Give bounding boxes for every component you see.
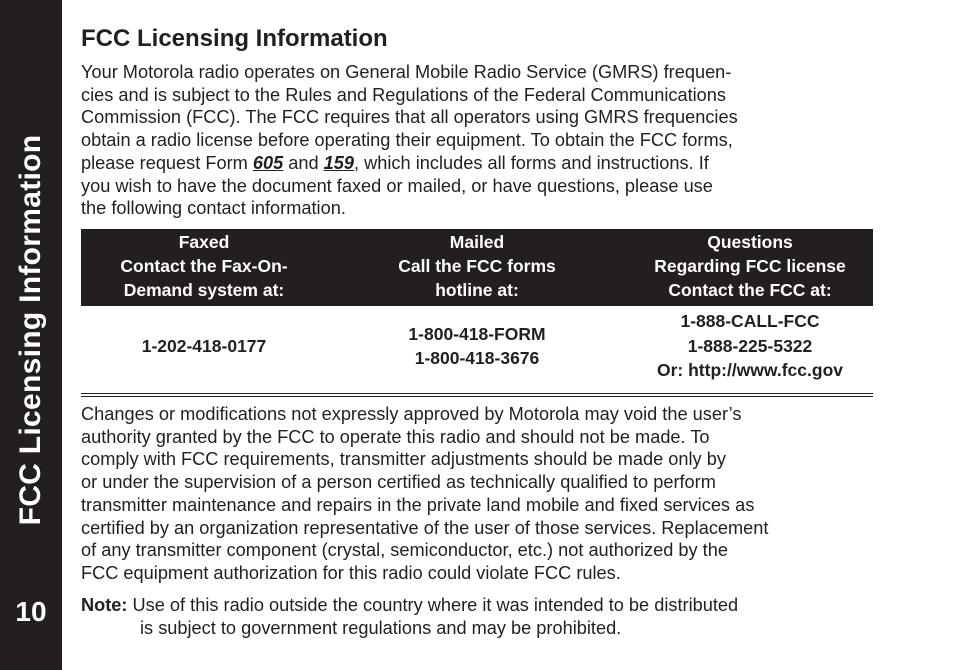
contact-table: [81, 229, 873, 386]
table-divider: [81, 393, 873, 394]
intro-paragraph: [81, 61, 738, 220]
changes-line: certified by an organization representative of the user of those services. Replacement: [81, 517, 769, 538]
sidebar-title: FCC Licensing Information: [14, 134, 47, 526]
intro-line: the following contact information.: [81, 198, 346, 219]
intro-line: cies and is subject to the Rules and Regulations of the Federal Communications: [81, 84, 726, 105]
note-line: Use of this radio outside the country where it was intended to be distributed: [127, 595, 739, 615]
fax-number: 1-202-418-0177: [141, 335, 267, 356]
header-faxed: [81, 229, 327, 306]
form-605-link[interactable]: 605: [252, 152, 284, 173]
note-paragraph: [81, 594, 738, 640]
changes-line: authority granted by the FCC to operate this radio and should not be made. To: [81, 426, 710, 447]
note-line: is subject to government regulations and may be prohibited.: [140, 618, 622, 638]
sidebar-tab: [0, 0, 62, 670]
section-heading: FCC Licensing Information: [81, 25, 388, 52]
header-mailed: [327, 229, 627, 306]
header-line: Contact the Fax-On-: [120, 256, 288, 276]
header-line: Contact the FCC at:: [668, 280, 832, 300]
intro-line: and: [283, 152, 324, 173]
header-line: Questions: [707, 232, 793, 252]
header-line: Call the FCC forms: [398, 256, 556, 276]
hotline-number: 1-800-418-FORM: [408, 323, 546, 344]
header-line: Faxed: [178, 232, 230, 252]
header-line: Regarding FCC license: [654, 256, 846, 276]
page-number: 10: [15, 596, 47, 627]
changes-line: Changes or modifications not expressly approved by Motorola may void the user’s: [81, 404, 742, 424]
changes-line: FCC equipment authorization for this radio could violate FCC rules.: [81, 562, 621, 583]
fcc-phone: 1-888-CALL-FCC: [680, 311, 820, 332]
header-line: Demand system at:: [123, 280, 285, 300]
cell-fcc-contact: [627, 306, 873, 386]
header-line: Mailed: [449, 232, 505, 252]
table-row: [81, 306, 873, 386]
table-divider: [81, 396, 873, 397]
intro-line: , which includes all forms and instructions. If: [354, 152, 709, 173]
header-questions: [627, 229, 873, 306]
cell-fax-number: [81, 306, 327, 386]
note-label: Note:: [81, 595, 128, 615]
header-line: hotline at:: [435, 280, 519, 300]
intro-line: you wish to have the document faxed or mailed, or have questions, please use: [81, 175, 713, 196]
changes-line: of any transmitter component (crystal, semiconductor, etc.) not authorized by the: [81, 540, 728, 561]
cell-hotline-numbers: [327, 306, 627, 386]
fcc-phone: 1-888-225-5322: [687, 335, 813, 356]
changes-line: comply with FCC requirements, transmitter adjustments should be made only by: [81, 449, 726, 470]
hotline-number: 1-800-418-3676: [414, 348, 540, 368]
form-159-link[interactable]: 159: [323, 152, 355, 173]
changes-line: transmitter maintenance and repairs in the private land mobile and fixed services as: [81, 494, 755, 515]
fcc-website-link[interactable]: Or: http://www.fcc.gov: [656, 360, 843, 381]
changes-line: or under the supervision of a person certified as technically qualified to perform: [81, 472, 716, 493]
intro-line: obtain a radio license before operating their equipment. To obtain the FCC forms,: [81, 130, 733, 151]
intro-line: Commission (FCC). The FCC requires that all operators using GMRS frequencies: [81, 107, 738, 128]
table-header-row: [81, 229, 873, 306]
intro-line: please request Form: [81, 152, 253, 173]
changes-paragraph: [81, 403, 768, 585]
intro-line: Your Motorola radio operates on General Mobile Radio Service (GMRS) frequen-: [81, 62, 732, 82]
